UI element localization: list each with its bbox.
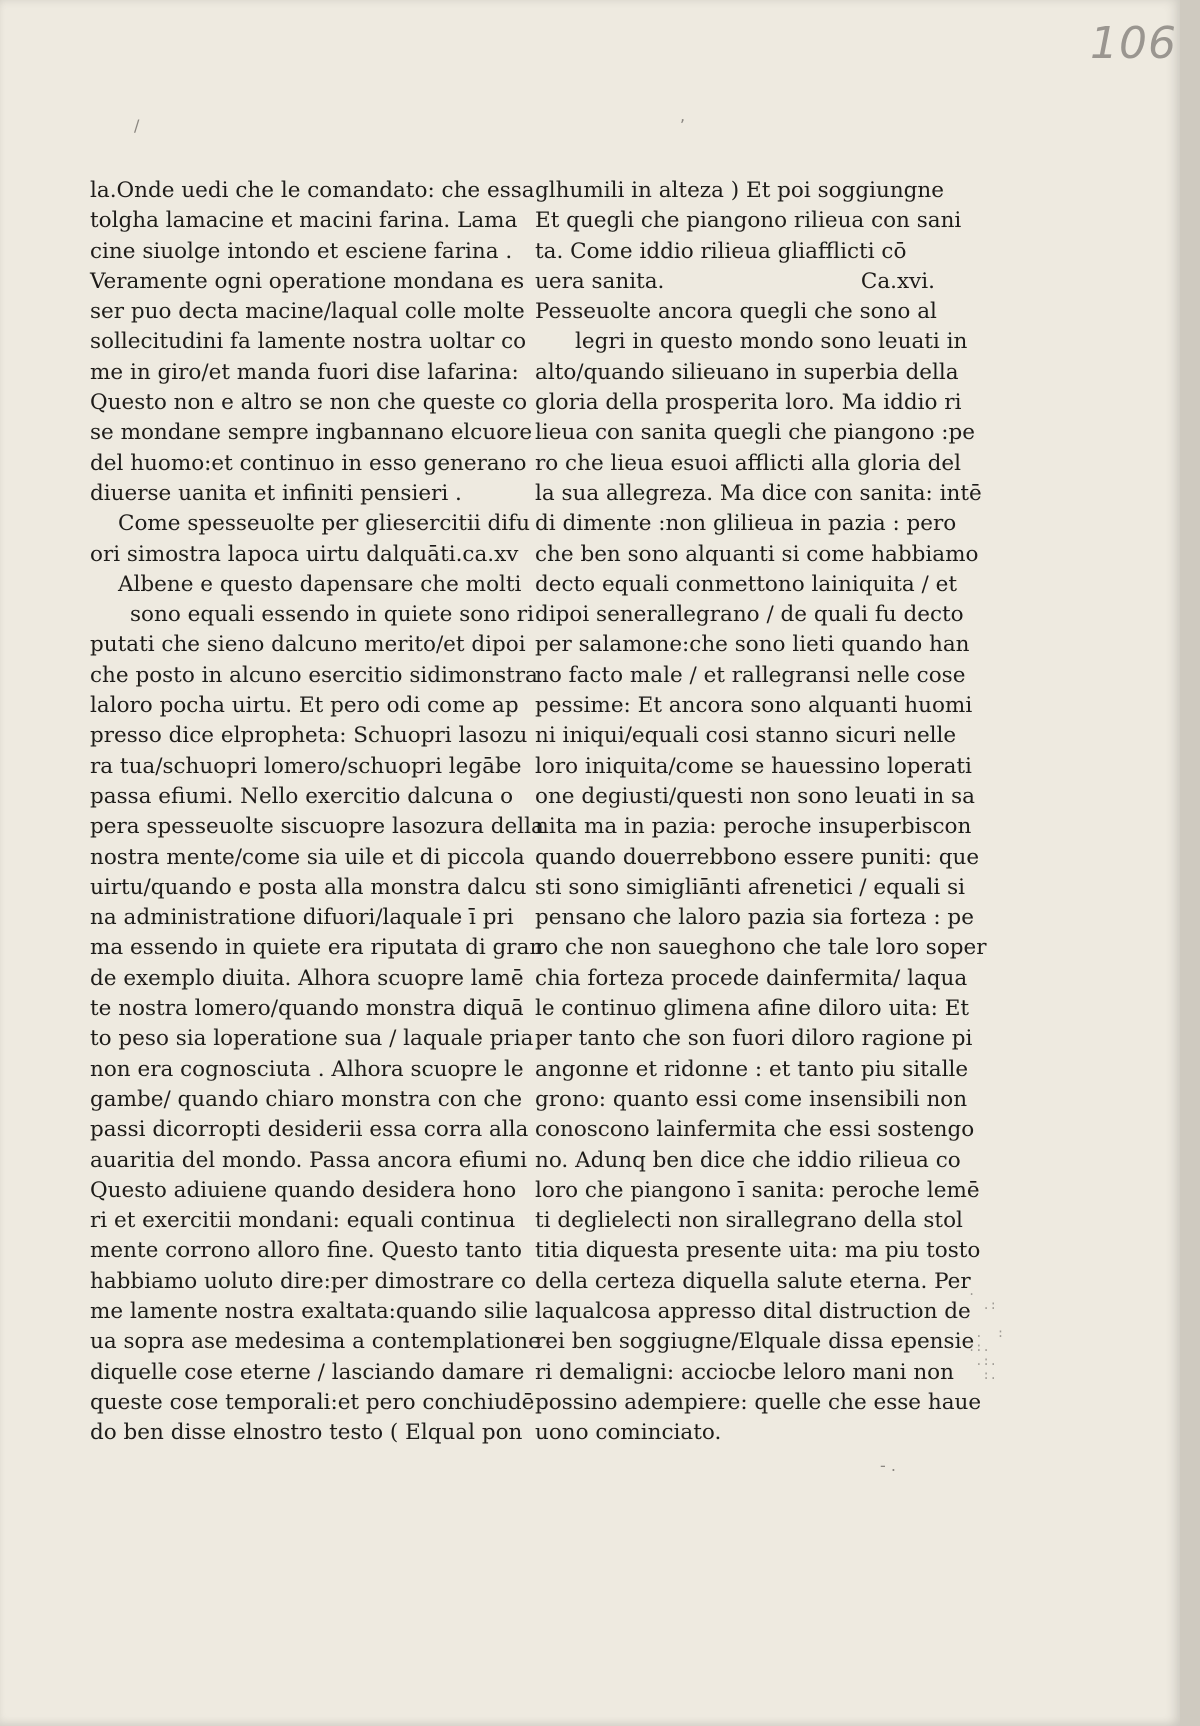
- text-line: me lamente nostra exaltata:quando silie: [90, 1298, 529, 1324]
- ink-mark: - .: [880, 1456, 896, 1475]
- text-line: rei ben soggiugne/Elquale dissa epensie: [535, 1329, 975, 1355]
- text-line: ua sopra ase medesima a contemplatione: [90, 1329, 541, 1355]
- text-line: nita ma in pazia: peroche insuperbiscon: [535, 814, 972, 840]
- page-edge: [1180, 0, 1200, 1726]
- text-line: me in giro/et manda fuori dise lafarina:: [90, 359, 519, 385]
- text-line: mente corrono alloro fine. Questo tanto: [90, 1238, 522, 1264]
- text-line: Veramente ogni operatione mondana es: [90, 268, 525, 294]
- text-line: gloria della prosperita loro. Ma iddio ri: [535, 390, 962, 416]
- text-line: per salamone:che sono lieti quando han: [535, 632, 970, 658]
- text-line: della certeza diquella salute eterna. Per: [535, 1268, 971, 1294]
- text-line: conoscono lainfermita che essi sostengo: [535, 1117, 975, 1143]
- text-line: Albene e questo dapensare che molti: [118, 571, 522, 597]
- chapter-number: Ca.xvi.: [860, 268, 935, 294]
- text-line: cine siuolge intondo et esciene farina .: [90, 238, 513, 264]
- ink-mark: /: [134, 116, 140, 135]
- text-line: ro che non saueghono che tale loro soper: [535, 935, 987, 961]
- text-line: Questo adiuiene quando desidera hono: [90, 1177, 517, 1203]
- text-line: legri in questo mondo sono leuati in: [575, 329, 968, 355]
- text-line: quando douerrebbono essere puniti: que: [535, 844, 980, 870]
- text-line: lieua con sanita quegli che piangono :pe: [535, 420, 976, 446]
- text-line: Questo non e altro se non che queste co: [90, 390, 528, 416]
- text-line: che posto in alcuno esercitio sidimonstra: [90, 662, 538, 688]
- right-text-column: [535, 176, 987, 1448]
- chapter-heading-line: [535, 267, 935, 297]
- text-line: tolgha lamacine et macini farina. Lama: [90, 208, 518, 234]
- text-line: ti deglielecti non sirallegrano della stol: [535, 1208, 963, 1234]
- text-line: pessime: Et ancora sono alquanti huomi: [535, 693, 973, 719]
- text-line: grono: quanto essi come insensibili non: [535, 1086, 968, 1112]
- text-line: nostra mente/come sia uile et di piccola: [90, 844, 525, 870]
- text-line: sollecitudini fa lamente nostra uoltar co: [90, 329, 527, 355]
- text-line: ri demaligni: acciocbe leloro mani non: [535, 1359, 954, 1385]
- text-line: uono cominciato.: [535, 1420, 722, 1446]
- text-line: passi dicorropti desiderii essa corra alla: [90, 1117, 529, 1143]
- text-line: Et quegli che piangono rilieua con sani: [535, 208, 962, 234]
- text-line: auaritia del mondo. Passa ancora efiumi: [90, 1147, 527, 1173]
- text-line: ri et exercitii mondani: equali continua: [90, 1208, 516, 1234]
- left-text-column: [90, 176, 544, 1448]
- text-line: non era cognosciuta . Alhora scuopre le: [90, 1056, 524, 1082]
- text-line: one degiusti/questi non sono leuati in sa: [535, 783, 975, 809]
- text-line: laloro pocha uirtu. Et pero odi come ap: [90, 693, 519, 719]
- text-line: del huomo:et continuo in esso generano: [90, 450, 527, 476]
- text-line: ser puo decta macine/laqual colle molte: [90, 299, 525, 325]
- text-line: na administratione difuori/laquale ī pri: [90, 905, 514, 931]
- text-line: no facto male / et rallegransi nelle cose: [535, 662, 966, 688]
- text-line: pera spesseuolte siscuopre lasozura della: [90, 814, 544, 840]
- text-line: ma essendo in quiete era riputata di gran: [90, 935, 544, 961]
- text-line: titia diquesta presente uita: ma piu tosto: [535, 1238, 981, 1264]
- text-line: loro che piangono ī sanita: peroche lemē: [535, 1177, 980, 1203]
- text-line: queste cose temporali:et pero conchiudē: [90, 1389, 535, 1415]
- text-line: ra tua/schuopri lomero/schuopri legābe: [90, 753, 522, 779]
- text-line: la sua allegreza. Ma dice con sanita: intē: [535, 480, 982, 506]
- text-line: ta. Come iddio rilieua gliafflicti cō: [535, 238, 907, 264]
- text-line: ro che lieua esuoi afflicti alla gloria del: [535, 450, 961, 476]
- chapter-heading-line: Come spesseuolte per gliesercitii difu: [118, 511, 530, 537]
- text-line: se mondane sempre ingbannano elcuore: [90, 420, 533, 446]
- text-line: diquelle cose eterne / lasciando damare: [90, 1359, 525, 1385]
- text-line: angonne et ridonne : et tanto piu sitalle: [535, 1056, 969, 1082]
- text-line: Pesseuolte ancora quegli che sono al: [535, 299, 937, 325]
- paper-specks: . .: . : ::. .:. :.: [968, 1284, 1005, 1382]
- text-line: do ben disse elnostro testo ( Elqual pon: [90, 1420, 523, 1446]
- text-line: presso dice elpropheta: Schuopri lasozu: [90, 723, 528, 749]
- text-line: la.Onde uedi che le comandato: che essa: [90, 178, 535, 203]
- text-line: decto equali conmettono lainiquita / et: [535, 571, 957, 597]
- text-line: per tanto che son fuori diloro ragione pi: [535, 1026, 973, 1052]
- text-line: sono equali essendo in quiete sono ri: [130, 602, 534, 628]
- text-line: possino adempiere: quelle che esse haue: [535, 1389, 982, 1415]
- text-line: alto/quando silieuano in superbia della: [535, 359, 959, 385]
- text-line: laqualcosa appresso dital distruction de: [535, 1298, 971, 1324]
- chapter-heading-text: uera sanita.: [535, 268, 665, 294]
- text-line: gambe/ quando chiaro monstra con che: [90, 1086, 523, 1112]
- folio-number: 106: [1090, 18, 1177, 69]
- text-line: passa efiumi. Nello exercitio dalcuna o: [90, 783, 514, 809]
- text-line: glhumili in alteza ) Et poi soggiungne: [535, 178, 944, 203]
- text-line: le continuo glimena afine diloro uita: Et: [535, 996, 970, 1022]
- text-line: te nostra lomero/quando monstra diquā: [90, 996, 524, 1022]
- text-line: loro iniquita/come se hauessino loperati: [535, 753, 972, 779]
- text-line: pensano che laloro pazia sia forteza : pe: [535, 905, 974, 931]
- text-line: no. Adunq ben dice che iddio rilieua co: [535, 1147, 961, 1173]
- text-line: de exemplo diuita. Alhora scuopre lamē: [90, 965, 524, 991]
- text-line: to peso sia loperatione sua / laquale pria: [90, 1026, 534, 1052]
- text-line: di dimente :non glilieua in pazia : pero: [535, 511, 957, 537]
- text-line: uirtu/quando e posta alla monstra dalcu: [90, 874, 527, 900]
- text-line: che ben sono alquanti si come habbiamo: [535, 541, 979, 567]
- text-line: putati che sieno dalcuno merito/et dipoi: [90, 632, 526, 658]
- chapter-heading-line: ori simostra lapoca uirtu dalquāti.ca.xv: [90, 541, 519, 567]
- text-line: chia forteza procede dainfermita/ laqua: [535, 965, 968, 991]
- text-line: sti sono simigliānti afrenetici / equali si: [535, 874, 966, 900]
- text-line: habbiamo uoluto dire:per dimostrare co: [90, 1268, 527, 1294]
- ink-mark: ,: [680, 106, 686, 125]
- text-line: ni iniqui/equali cosi stanno sicuri nelle: [535, 723, 957, 749]
- text-line: diuerse uanita et infiniti pensieri .: [90, 480, 462, 506]
- text-line: dipoi senerallegrano / de quali fu decto: [535, 602, 964, 628]
